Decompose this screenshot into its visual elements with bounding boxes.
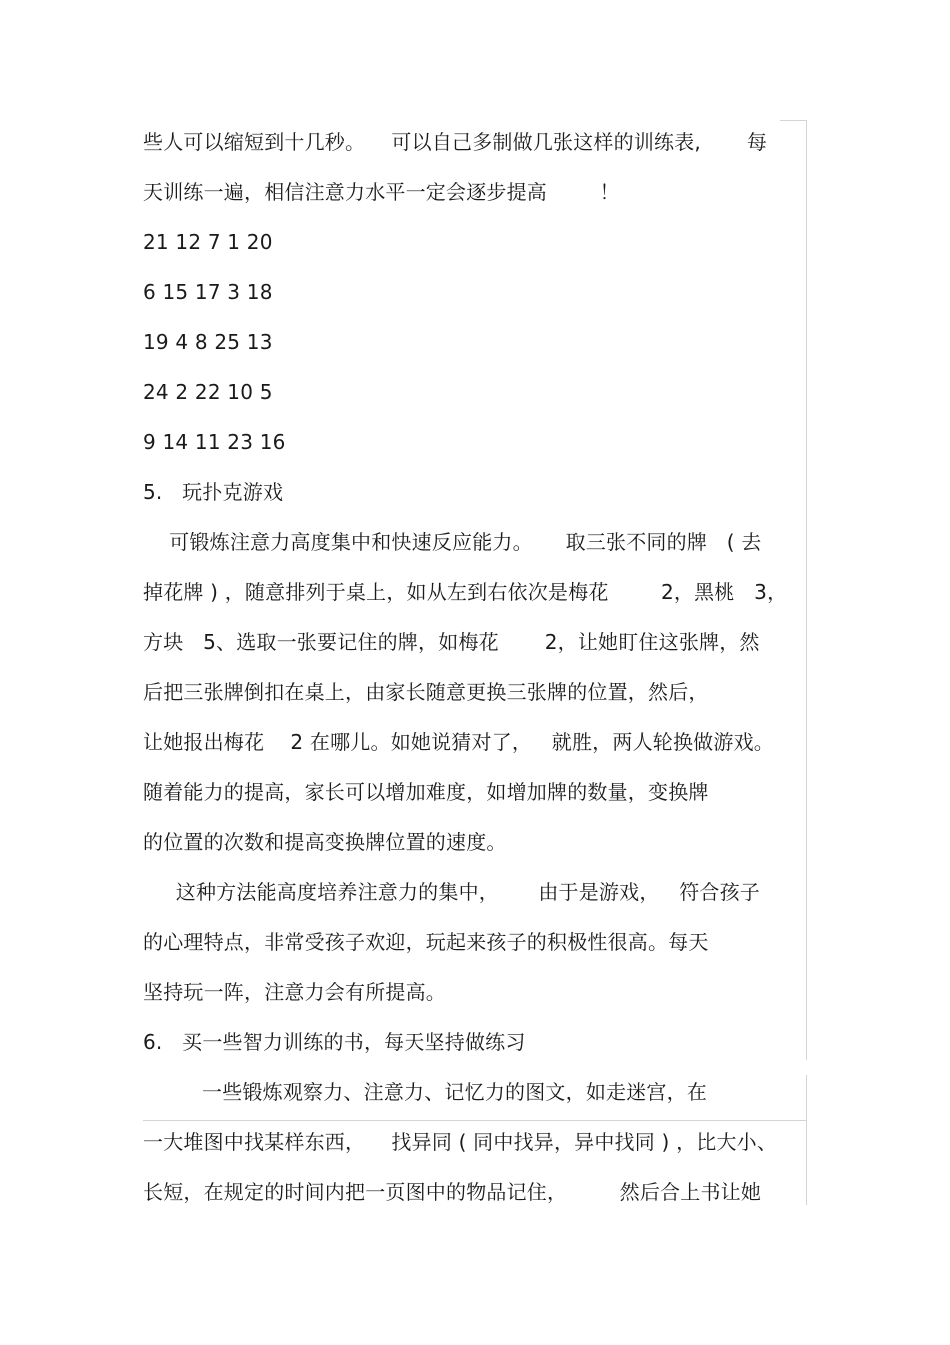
text-line-16: 这种方法能高度培养注意力的集中， 由于是游戏， 符合孩子 [143,880,761,904]
section-heading-5: 5. 玩扑克游戏 [143,480,284,504]
block-top-rule [143,1120,806,1121]
page-right-rule [806,120,807,1060]
text-line-18: 坚持玩一阵，注意力会有所提高。 [143,980,446,1004]
text-line-10: 掉花牌 ) ，随意排列于桌上，如从左到右依次是梅花 2，黑桃 3， [143,580,788,604]
number-row-2: 6 15 17 3 18 [143,280,273,304]
section-heading-6: 6. 买一些智力训练的书，每天坚持做练习 [143,1030,526,1054]
number-row-5: 9 14 11 23 16 [143,430,286,454]
page-top-rule [780,120,806,121]
text-line-21: 一大堆图中找某样东西， 找异同 ( 同中找异，异中找同 ) ，比大小、 [143,1130,778,1154]
number-row-4: 24 2 22 10 5 [143,380,273,404]
text-line-13: 让她报出梅花 2 在哪儿。如她说猜对了， 就胜，两人轮换做游戏。 [143,730,774,754]
text-line-9: 可锻炼注意力高度集中和快速反应能力。 取三张不同的牌 ( 去 [143,530,762,554]
block-right-rule [806,1075,807,1205]
text-line-20: 一些锻炼观察力、注意力、记忆力的图文，如走迷宫，在 [143,1080,708,1104]
text-line-17: 的心理特点，非常受孩子欢迎，玩起来孩子的积极性很高。每天 [143,930,709,954]
number-row-1: 21 12 7 1 20 [143,230,273,254]
text-line-11: 方块 5、选取一张要记住的牌，如梅花 2，让她盯住这张牌，然 [143,630,760,654]
number-row-3: 19 4 8 25 13 [143,330,273,354]
text-line-1: 些人可以缩短到十几秒。 可以自己多制做几张这样的训练表, 每 [143,130,768,154]
text-line-2: 天训练一遍，相信注意力水平一定会逐步提高 ！ [143,180,620,204]
text-line-14: 随着能力的提高，家长可以增加难度，如增加牌的数量，变换牌 [143,780,709,804]
text-line-22: 长短，在规定的时间内把一页图中的物品记住， 然后合上书让她 [143,1180,762,1204]
text-line-15: 的位置的次数和提高变换牌位置的速度。 [143,830,507,854]
text-line-12: 后把三张牌倒扣在桌上，由家长随意更换三张牌的位置，然后， [143,680,709,704]
